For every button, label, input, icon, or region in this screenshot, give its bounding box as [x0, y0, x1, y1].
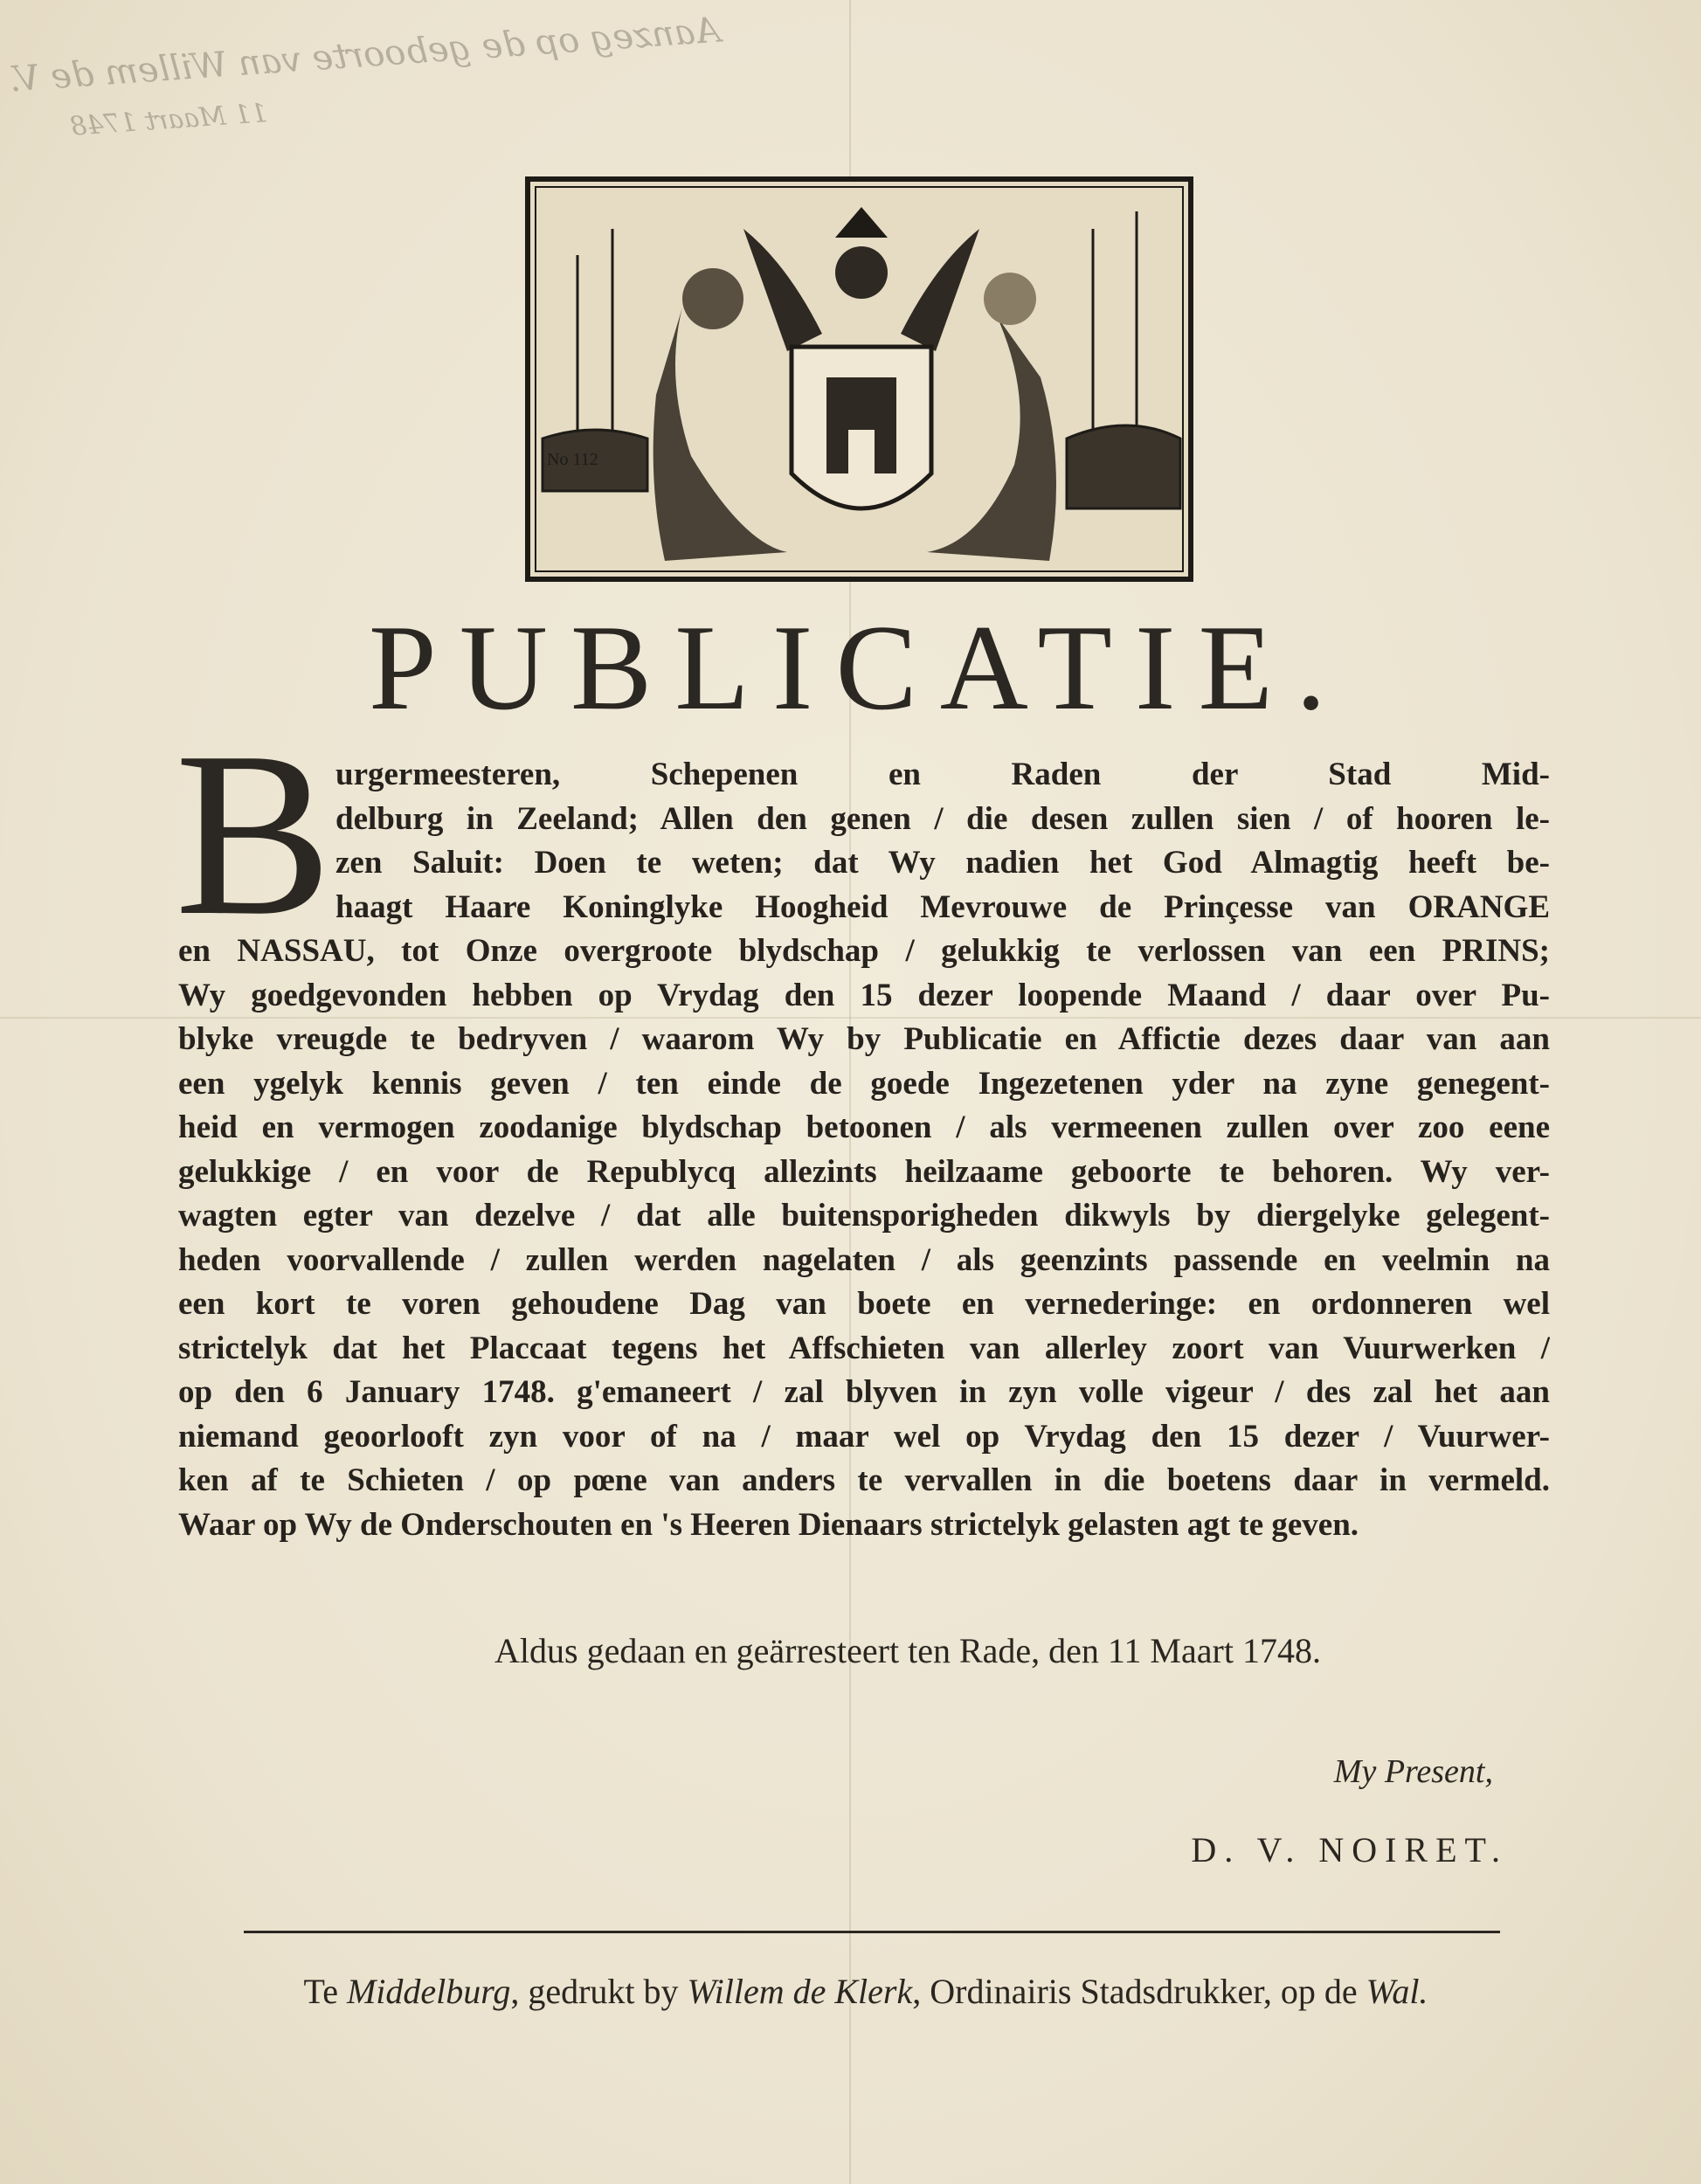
imprint-printed-by: , gedrukt by — [510, 1972, 679, 2011]
signer-name: D. V. NOIRET. — [1191, 1830, 1508, 1870]
imprint-role: , Ordinairis Stadsdrukker, op de — [912, 1972, 1358, 2011]
present-note: My Present, — [1333, 1753, 1493, 1790]
printer-imprint — [202, 1971, 1530, 2012]
page-title: PUBLICATIE. — [368, 600, 1350, 736]
text-line: heden voorvallende / zullen werden nagelaten / als geenzints passende en veelmin na — [178, 1241, 1550, 1278]
drop-cap: B — [175, 703, 333, 964]
handwritten-note: Aanzeg op de geboorte van Willem de V. — [8, 10, 722, 100]
text-line: wagten egter van dezelve / dat alle buitensporigheden dikwyls by diergelyke gelegent- — [178, 1198, 1550, 1234]
text-line: Waar op Wy de Onderschouten en 's Heeren Dienaars strictelyk gelasten agt te geven. — [178, 1506, 1359, 1543]
imprint-place: Wal. — [1366, 1972, 1428, 2011]
text-line: een kort te voren gehoudene Dag van boete en vernederinge: en ordonneren wel — [178, 1286, 1550, 1322]
text-line: ken af te Schieten / op pœne van anders te vervallen in die boetens daar in vermeld. — [178, 1462, 1550, 1498]
imprint-printer: Willem de Klerk — [687, 1972, 913, 2011]
text-line: blyke vreugde te bedryven / waarom Wy by Publicatie en Affictie dezes daar van aan — [178, 1021, 1550, 1057]
woodcut-coat-of-arms — [525, 176, 1193, 582]
text-line: heid en vermogen zoodanige blydschap betoonen / als vermeenen zullen over zoo eene — [178, 1109, 1550, 1145]
text-line: en NASSAU, tot Onze overgroote blydschap / gelukkig te verlossen van een PRINS; — [178, 933, 1550, 969]
proclamation-text — [178, 753, 1550, 1547]
text-line: gelukkige / en voor de Republycq allezints heilzaame geboorte te behoren. Wy ver- — [178, 1153, 1550, 1190]
imprint-te: Te — [303, 1972, 338, 2011]
text-line: urgermeesteren, Schepenen en Raden der Stad Mid- — [335, 757, 1550, 792]
text-line: een ygelyk kennis geven / ten einde de goede Ingezetenen yder na zyne genegent- — [178, 1065, 1550, 1102]
divider — [244, 1931, 1500, 1933]
plate-number: No 112 — [547, 450, 598, 469]
dated-line: Aldus gedaan en geärresteert ten Rade, den 11 Maart 1748. — [494, 1631, 1321, 1670]
text-line: haagt Haare Koninglyke Hoogheid Mevrouwe de Prinçesse van ORANGE — [335, 888, 1550, 925]
text-line: zen Saluit: Doen te weten; dat Wy nadien het God Almagtig heeft be- — [335, 845, 1550, 881]
text-line: Wy goedgevonden hebben op Vrydag den 15 dezer loopende Maand / daar over Pu- — [178, 977, 1550, 1013]
handwritten-date: 11 Maart 1748 — [69, 98, 269, 142]
text-line: op den 6 January 1748. g'emaneert / zal blyven in zyn volle vigeur / des zal het aan — [178, 1374, 1550, 1410]
imprint-city: Middelburg — [346, 1972, 511, 2011]
text-line: delburg in Zeeland; Allen den genen / die desen zullen sien / of hooren le- — [335, 800, 1550, 837]
text-line: niemand geoorlooft zyn voor of na / maar wel op Vrydag den 15 dezer / Vuurwer- — [178, 1418, 1550, 1455]
text-line: strictelyk dat het Placcaat tegens het Affschieten van allerley zoort van Vuurwerken / — [178, 1330, 1550, 1366]
